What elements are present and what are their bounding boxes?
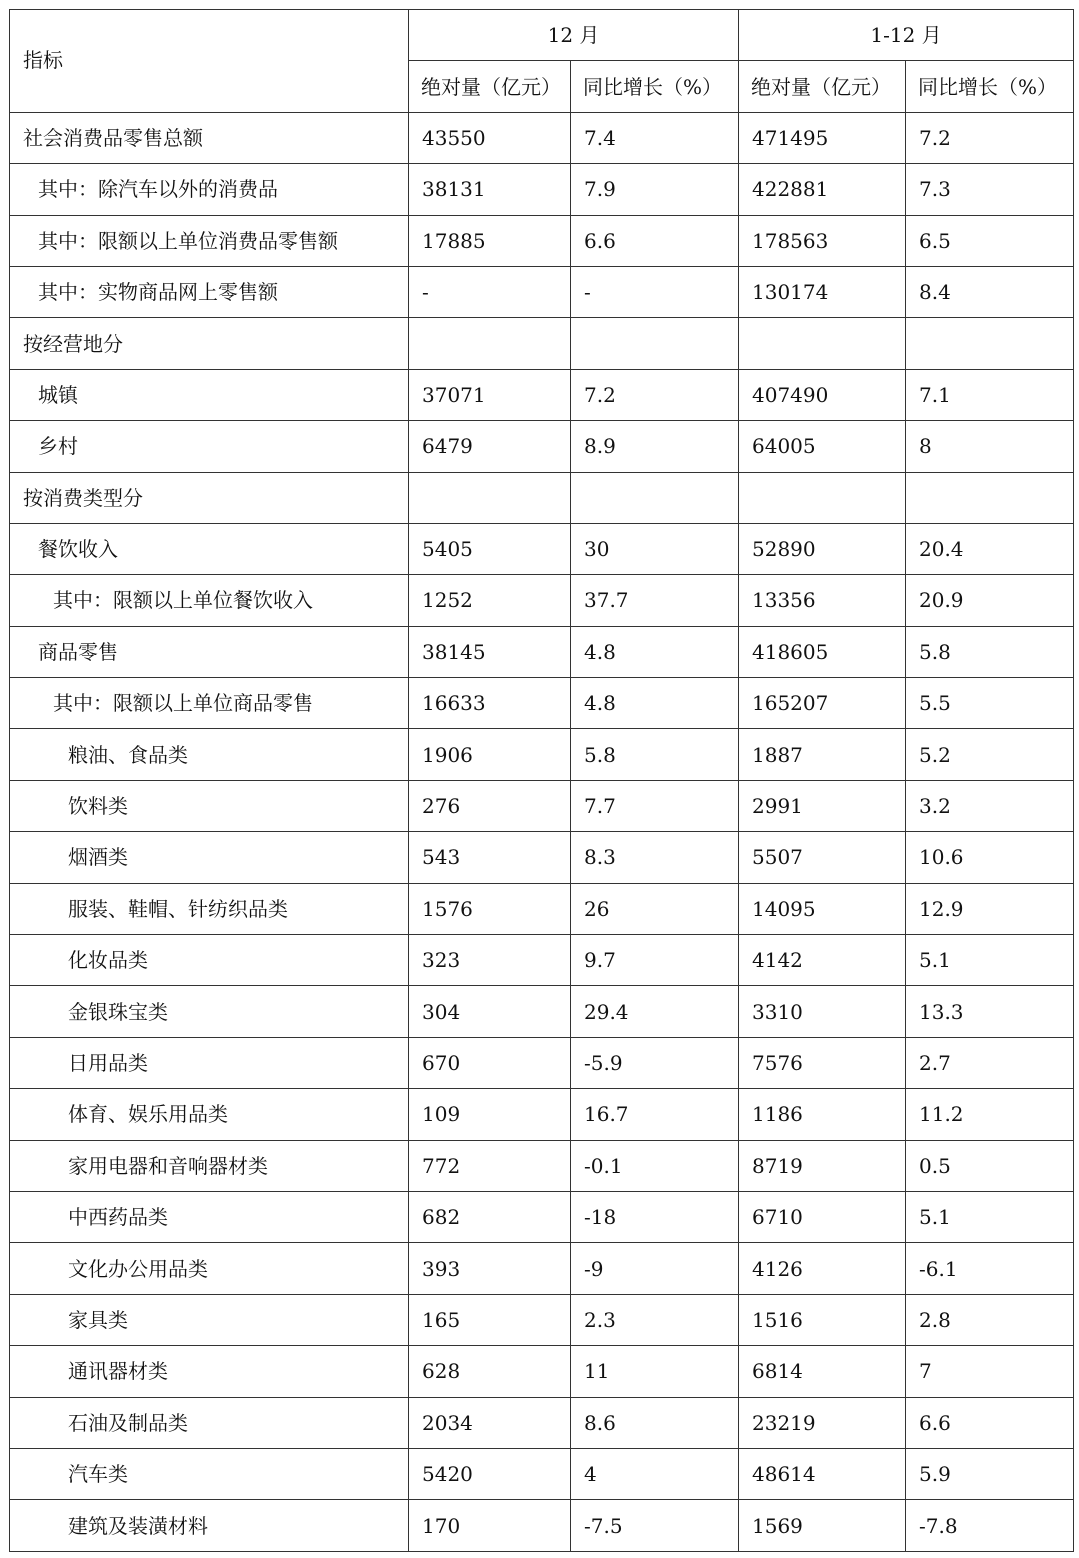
indicator-cell: 其中：限额以上单位商品零售: [10, 678, 409, 729]
ytd-growth-cell: 5.9: [906, 1448, 1074, 1499]
table-row: [10, 1448, 1074, 1499]
month-abs-cell: [409, 318, 571, 369]
month-growth-cell: 8.6: [571, 1397, 739, 1448]
month-abs-cell: 38145: [409, 626, 571, 677]
month-abs-cell: 276: [409, 780, 571, 831]
month-abs-cell: 165: [409, 1294, 571, 1345]
indicator-cell: 其中：实物商品网上零售额: [10, 266, 409, 317]
table-row: [10, 1243, 1074, 1294]
ytd-growth-cell: 3.2: [906, 780, 1074, 831]
ytd-growth-cell: 12.9: [906, 883, 1074, 934]
period-month-header: 12 月: [409, 10, 739, 61]
month-growth-cell: 37.7: [571, 575, 739, 626]
ytd-growth-cell: 7.2: [906, 112, 1074, 163]
month-abs-cell: 16633: [409, 678, 571, 729]
table-row: [10, 1089, 1074, 1140]
month-abs-cell: [409, 472, 571, 523]
ytd-abs-cell: 165207: [739, 678, 906, 729]
ytd-abs-cell: 48614: [739, 1448, 906, 1499]
ytd-abs-cell: 1887: [739, 729, 906, 780]
ytd-abs-cell: 3310: [739, 986, 906, 1037]
month-abs-header: 绝对量（亿元）: [409, 61, 571, 112]
ytd-abs-cell: 5507: [739, 832, 906, 883]
ytd-abs-cell: 4142: [739, 935, 906, 986]
ytd-growth-cell: 7: [906, 1346, 1074, 1397]
month-abs-cell: 6479: [409, 421, 571, 472]
month-abs-cell: 2034: [409, 1397, 571, 1448]
ytd-growth-cell: -7.8: [906, 1500, 1074, 1551]
indicator-cell: 其中：限额以上单位消费品零售额: [10, 215, 409, 266]
table-body: [10, 112, 1074, 1551]
ytd-growth-cell: 6.5: [906, 215, 1074, 266]
indicator-cell: 日用品类: [10, 1037, 409, 1088]
month-abs-cell: 109: [409, 1089, 571, 1140]
month-growth-cell: 9.7: [571, 935, 739, 986]
ytd-abs-cell: 52890: [739, 523, 906, 574]
ytd-growth-cell: 20.4: [906, 523, 1074, 574]
table-row: [10, 318, 1074, 369]
table-row: [10, 1037, 1074, 1088]
table-row: [10, 986, 1074, 1037]
ytd-abs-cell: 64005: [739, 421, 906, 472]
month-growth-cell: 5.8: [571, 729, 739, 780]
indicator-cell: 乡村: [10, 421, 409, 472]
table-row: [10, 112, 1074, 163]
indicator-cell: 商品零售: [10, 626, 409, 677]
table-row: [10, 729, 1074, 780]
month-abs-cell: 670: [409, 1037, 571, 1088]
month-growth-cell: 4.8: [571, 678, 739, 729]
table-row: [10, 678, 1074, 729]
table-row: [10, 472, 1074, 523]
indicator-cell: 粮油、食品类: [10, 729, 409, 780]
ytd-growth-cell: 2.7: [906, 1037, 1074, 1088]
table-row: [10, 780, 1074, 831]
indicator-cell: 其中：限额以上单位餐饮收入: [10, 575, 409, 626]
indicator-cell: 按消费类型分: [10, 472, 409, 523]
month-abs-cell: 5420: [409, 1448, 571, 1499]
ytd-growth-cell: 8.4: [906, 266, 1074, 317]
month-growth-cell: 7.2: [571, 369, 739, 420]
month-abs-cell: 38131: [409, 164, 571, 215]
indicator-cell: 化妆品类: [10, 935, 409, 986]
ytd-abs-cell: 6814: [739, 1346, 906, 1397]
ytd-abs-cell: 422881: [739, 164, 906, 215]
table-row: [10, 575, 1074, 626]
month-abs-cell: 5405: [409, 523, 571, 574]
ytd-abs-cell: 130174: [739, 266, 906, 317]
ytd-growth-cell: 7.1: [906, 369, 1074, 420]
table-row: [10, 935, 1074, 986]
table-row: [10, 164, 1074, 215]
indicator-cell: 石油及制品类: [10, 1397, 409, 1448]
ytd-abs-cell: 7576: [739, 1037, 906, 1088]
month-abs-cell: 1252: [409, 575, 571, 626]
ytd-growth-cell: 5.1: [906, 935, 1074, 986]
table-header: [10, 10, 1074, 113]
month-growth-cell: 30: [571, 523, 739, 574]
indicator-cell: 家用电器和音响器材类: [10, 1140, 409, 1191]
month-abs-cell: 628: [409, 1346, 571, 1397]
ytd-growth-cell: [906, 318, 1074, 369]
indicator-cell: 汽车类: [10, 1448, 409, 1499]
month-growth-cell: 16.7: [571, 1089, 739, 1140]
month-growth-cell: 26: [571, 883, 739, 934]
retail-sales-table: [9, 9, 1074, 1552]
ytd-abs-cell: 407490: [739, 369, 906, 420]
indicator-cell: 金银珠宝类: [10, 986, 409, 1037]
ytd-abs-cell: 6710: [739, 1191, 906, 1242]
ytd-growth-cell: 7.3: [906, 164, 1074, 215]
indicator-cell: 城镇: [10, 369, 409, 420]
month-growth-cell: 4.8: [571, 626, 739, 677]
ytd-abs-header: 绝对量（亿元）: [739, 61, 906, 112]
month-abs-cell: 17885: [409, 215, 571, 266]
month-growth-cell: [571, 472, 739, 523]
month-abs-cell: 323: [409, 935, 571, 986]
month-abs-cell: 170: [409, 1500, 571, 1551]
month-abs-cell: 1906: [409, 729, 571, 780]
ytd-growth-cell: 20.9: [906, 575, 1074, 626]
indicator-cell: 通讯器材类: [10, 1346, 409, 1397]
indicator-cell: 文化办公用品类: [10, 1243, 409, 1294]
indicator-cell: 饮料类: [10, 780, 409, 831]
month-growth-cell: 2.3: [571, 1294, 739, 1345]
ytd-growth-header: 同比增长（%）: [906, 61, 1074, 112]
table-row: [10, 626, 1074, 677]
ytd-abs-cell: 418605: [739, 626, 906, 677]
table-row: [10, 1397, 1074, 1448]
month-growth-cell: 4: [571, 1448, 739, 1499]
table-row: [10, 523, 1074, 574]
month-abs-cell: 304: [409, 986, 571, 1037]
month-growth-header: 同比增长（%）: [571, 61, 739, 112]
indicator-cell: 家具类: [10, 1294, 409, 1345]
ytd-abs-cell: 8719: [739, 1140, 906, 1191]
month-growth-cell: -18: [571, 1191, 739, 1242]
indicator-cell: 烟酒类: [10, 832, 409, 883]
table-row: [10, 215, 1074, 266]
ytd-abs-cell: 14095: [739, 883, 906, 934]
ytd-growth-cell: 5.8: [906, 626, 1074, 677]
month-growth-cell: [571, 318, 739, 369]
indicator-header: 指标: [10, 10, 409, 113]
ytd-abs-cell: 4126: [739, 1243, 906, 1294]
ytd-growth-cell: 5.5: [906, 678, 1074, 729]
month-growth-cell: 29.4: [571, 986, 739, 1037]
month-growth-cell: 8.3: [571, 832, 739, 883]
month-abs-cell: -: [409, 266, 571, 317]
indicator-cell: 服装、鞋帽、针纺织品类: [10, 883, 409, 934]
table-row: [10, 883, 1074, 934]
ytd-growth-cell: 8: [906, 421, 1074, 472]
month-abs-cell: 1576: [409, 883, 571, 934]
table-row: [10, 1294, 1074, 1345]
month-growth-cell: 8.9: [571, 421, 739, 472]
ytd-abs-cell: 2991: [739, 780, 906, 831]
table-row: [10, 1140, 1074, 1191]
ytd-abs-cell: 1186: [739, 1089, 906, 1140]
ytd-abs-cell: 1569: [739, 1500, 906, 1551]
month-growth-cell: -5.9: [571, 1037, 739, 1088]
ytd-growth-cell: 11.2: [906, 1089, 1074, 1140]
month-growth-cell: 7.4: [571, 112, 739, 163]
ytd-growth-cell: 0.5: [906, 1140, 1074, 1191]
table-row: [10, 832, 1074, 883]
month-growth-cell: -7.5: [571, 1500, 739, 1551]
month-growth-cell: 7.9: [571, 164, 739, 215]
table-row: [10, 1346, 1074, 1397]
ytd-growth-cell: [906, 472, 1074, 523]
ytd-growth-cell: 2.8: [906, 1294, 1074, 1345]
month-abs-cell: 37071: [409, 369, 571, 420]
ytd-growth-cell: 5.2: [906, 729, 1074, 780]
header-row-periods: [10, 10, 1074, 61]
indicator-cell: 中西药品类: [10, 1191, 409, 1242]
ytd-abs-cell: 471495: [739, 112, 906, 163]
ytd-abs-cell: 1516: [739, 1294, 906, 1345]
ytd-abs-cell: 13356: [739, 575, 906, 626]
ytd-abs-cell: [739, 472, 906, 523]
ytd-abs-cell: 178563: [739, 215, 906, 266]
month-growth-cell: 6.6: [571, 215, 739, 266]
indicator-cell: 建筑及装潢材料: [10, 1500, 409, 1551]
month-abs-cell: 543: [409, 832, 571, 883]
table-row: [10, 266, 1074, 317]
table-row: [10, 421, 1074, 472]
ytd-growth-cell: 10.6: [906, 832, 1074, 883]
indicator-cell: 社会消费品零售总额: [10, 112, 409, 163]
table-row: [10, 369, 1074, 420]
month-growth-cell: -9: [571, 1243, 739, 1294]
month-growth-cell: 7.7: [571, 780, 739, 831]
month-abs-cell: 393: [409, 1243, 571, 1294]
indicator-cell: 体育、娱乐用品类: [10, 1089, 409, 1140]
month-growth-cell: -0.1: [571, 1140, 739, 1191]
ytd-growth-cell: 13.3: [906, 986, 1074, 1037]
ytd-abs-cell: [739, 318, 906, 369]
ytd-abs-cell: 23219: [739, 1397, 906, 1448]
month-growth-cell: -: [571, 266, 739, 317]
month-abs-cell: 682: [409, 1191, 571, 1242]
ytd-growth-cell: -6.1: [906, 1243, 1074, 1294]
period-ytd-header: 1-12 月: [739, 10, 1074, 61]
month-growth-cell: 11: [571, 1346, 739, 1397]
table-row: [10, 1500, 1074, 1551]
indicator-cell: 餐饮收入: [10, 523, 409, 574]
table-row: [10, 1191, 1074, 1242]
month-abs-cell: 43550: [409, 112, 571, 163]
indicator-cell: 其中：除汽车以外的消费品: [10, 164, 409, 215]
month-abs-cell: 772: [409, 1140, 571, 1191]
ytd-growth-cell: 6.6: [906, 1397, 1074, 1448]
indicator-cell: 按经营地分: [10, 318, 409, 369]
ytd-growth-cell: 5.1: [906, 1191, 1074, 1242]
